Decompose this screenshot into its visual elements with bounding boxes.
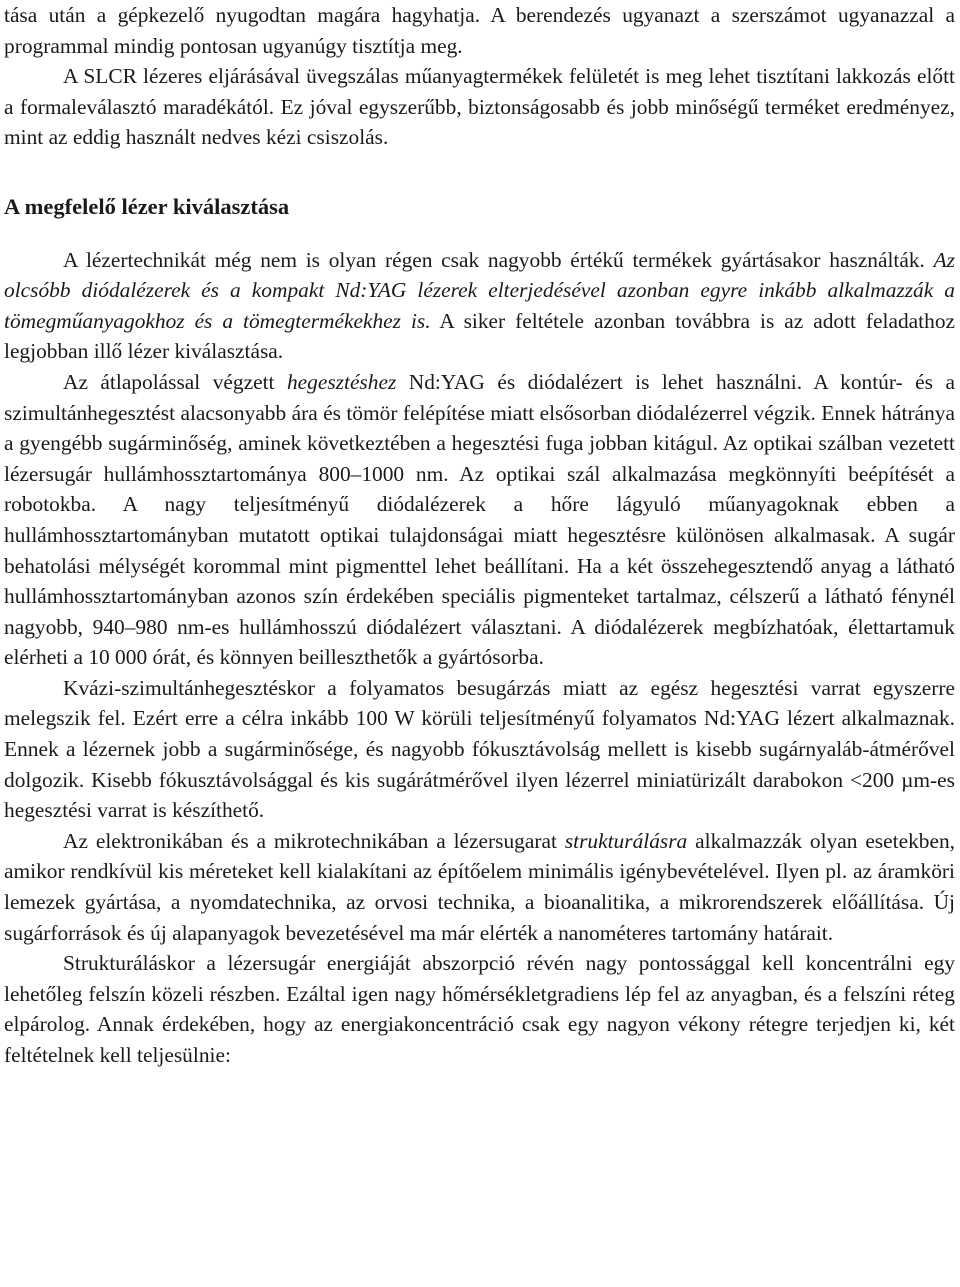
text-run: Nd:YAG és diódalézert is lehet használni. A kontúr- és a szimultánhegesztést alacsonyabb ára és tömör felépítése miatt elsősorban diódalézerrel végzik. Ennek hátránya a gyengébb sugárminőség, aminek következtében a hegesztési fuga jobban kitágul. Az optikai szálban vezetett lézersugár hullámhossztartománya 800–1000 nm. Az optikai szál alkalmazása megkönnyíti beépítését a robotokba. A nagy teljesítményű diódalézerek a hőre lágyuló műanyagoknak ebben a hullámhossztartományban mutatott optikai tulajdonságai miatt hegesztésre különösen alkalmasak. A sugár behatolási mélységét korommal mint pigmenttel lehet beállítani. Ha a két összehegesztendő anyag a látható hullámhossztartományban azonos szín érdekében speciális pigmenteket tartalmaz, célszerű a látható fénynél nagyobb, 940–980 nm-es hullámhosszú diódalézert választani. A diódalézerek megbízhatóak, élettartamuk elérheti a 10 000 órát, és könnyen beilleszthetők a gyártósorba. — [4, 369, 955, 670]
paragraph-slcr-cleaning — [4, 61, 955, 153]
paragraph-laser-technology — [4, 245, 955, 367]
paragraph-intro-continuation — [4, 0, 955, 61]
paragraph-quasi-simultaneous — [4, 673, 955, 826]
text-run: tása után a gépkezelő nyugodtan magára hagyhatja. A berendezés ugyanazt a szerszámot ugyanazzal a programmal mindig pontosan ugyanúgy tisztítja meg. — [4, 3, 955, 58]
text-run: A lézertechnikát még nem is olyan régen csak nagyobb értékű termékek gyártásakor használták. — [63, 247, 934, 272]
text-run: A siker feltétele azonban továbbra is az adott feladathoz legjobban illő lézer kiválasztása. — [4, 308, 956, 364]
text-run: A SLCR lézeres eljárásával üvegszálas műanyagtermékek felületét is meg lehet tisztítani lakkozás előtt a formaleválasztó maradékától. Ez jóval egyszerűbb, biztonságosabb és jobb minőségű terméket eredményez, mint az eddig használt nedves kézi csiszolás. — [4, 64, 955, 150]
paragraph-structuring-intro — [4, 826, 955, 948]
text-run-italic: strukturálásra — [564, 828, 688, 853]
document-page — [4, 0, 955, 1071]
text-run: Kvázi-szimultánhegesztéskor a folyamatos besugárzás miatt az egész hegesztési varrat egyszerre melegszik fel. Ezért erre a célra inkább 100 W körüli teljesítményű folyamatos Nd:YAG lézert alkalmaznak. Ennek a lézernek jobb a sugárminősége, és nagyobb fókusztávolság mellett is kisebb sugárnyaláb-átmérővel dolgozik. Kisebb fókusztávolsággal és kis sugárátmérővel ilyen lézerrel miniatürizált darabokon <200 µm-es hegesztési varrat is készíthető. — [4, 675, 955, 823]
text-run: Az elektronikában és a mikrotechnikában a lézersugarat — [63, 828, 565, 853]
text-run-italic: hegesztéshez — [286, 369, 397, 394]
text-run: alkalmazzák olyan esetekben, amikor rendkívül kis méreteket kell kialakítani az építőelem minimális igénybevételével. Ilyen pl. az áramköri lemezek gyártása, a nyomdatechnika, az orvosi technika, a bioanalitika, a mikrorendszerek előállítása. Új sugárforrások és új alapanyagok bevezetésével ma már elérték a nanométeres tartomány határait. — [4, 828, 955, 945]
text-run: Strukturáláskor a lézersugár energiáját abszorpció révén nagy pontossággal kell koncentrálni egy lehetőleg felszín közeli részben. Ezáltal igen nagy hőmérsékletgradiens lép fel az anyagban, és a felszíni réteg elpárolog. Annak érdekében, hogy az energiakoncentráció csak egy nagyon vékony rétegre terjedjen ki, két feltételnek kell teljesülnie: — [4, 951, 955, 1067]
text-run-italic: Az olcsóbb diódalézerek és a kompakt Nd:YAG lézerek elterjedésével azonban egyre inkább alkalmazzák a tömegműanyagokhoz és a tömegtermékekhez is. — [4, 247, 955, 333]
text-run: Az átlapolással végzett — [63, 369, 287, 394]
paragraph-structuring-energy — [4, 948, 955, 1070]
section-heading: A megfelelő lézer kiválasztása — [4, 193, 290, 219]
paragraph-welding — [4, 367, 955, 673]
